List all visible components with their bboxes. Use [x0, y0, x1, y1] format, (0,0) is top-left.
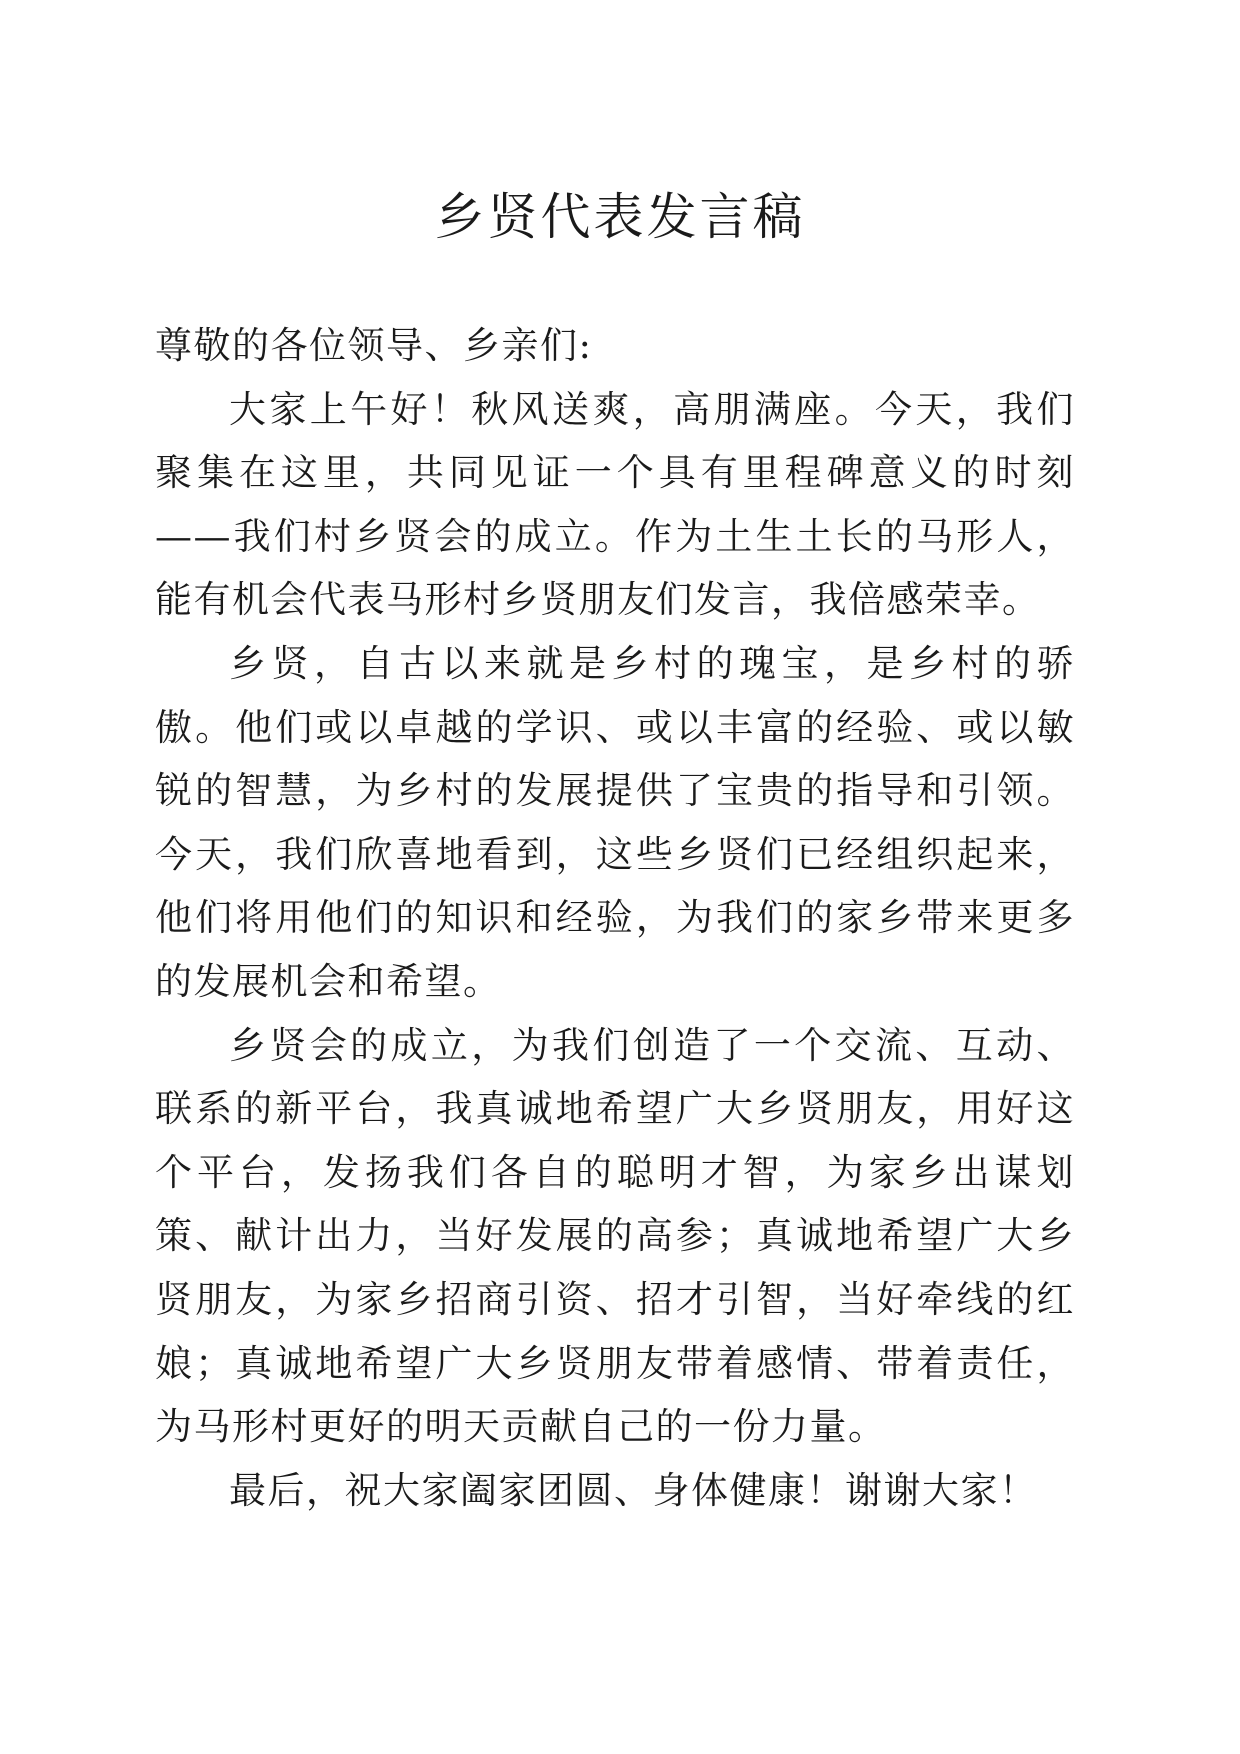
paragraph-about-sages: 乡贤，自古以来就是乡村的瑰宝，是乡村的骄傲。他们或以卓越的学识、或以丰富的经验、或以敏锐的智慧，为乡村的发展提供了宝贵的指导和引领。今天，我们欣喜地看到，这些乡贤们已经组织起来，他们将用他们的知识和经验，为我们的家乡带来更多的发展机会和希望。 — [155, 641, 1075, 1003]
document-title: 乡贤代表发言稿 — [434, 188, 806, 246]
paragraph-opening: 大家上午好！秋风送爽，高朋满座。今天，我们聚集在这里，共同见证一个具有里程碑意义的时刻——我们村乡贤会的成立。作为土生土长的马形人，能有机会代表马形村乡贤朋友们发言，我倍感荣幸。 — [155, 387, 1075, 622]
document-body — [155, 314, 1075, 1522]
salutation: 尊敬的各位领导、乡亲们: — [155, 324, 593, 367]
paragraph-closing: 最后，祝大家阖家团圆、身体健康！谢谢大家！ — [229, 1468, 1038, 1512]
paragraph-platform: 乡贤会的成立，为我们创造了一个交流、互动、联系的新平台，我真诚地希望广大乡贤朋友，用好这个平台，发扬我们各自的聪明才智，为家乡出谋划策、献计出力，当好发展的高参；真诚地希望广大乡贤朋友，为家乡招商引资、招才引智，当好牵线的红娘；真诚地希望广大乡贤朋友带着感情、带着责任，为马形村更好的明天贡献自己的一份力量。 — [155, 1023, 1075, 1449]
